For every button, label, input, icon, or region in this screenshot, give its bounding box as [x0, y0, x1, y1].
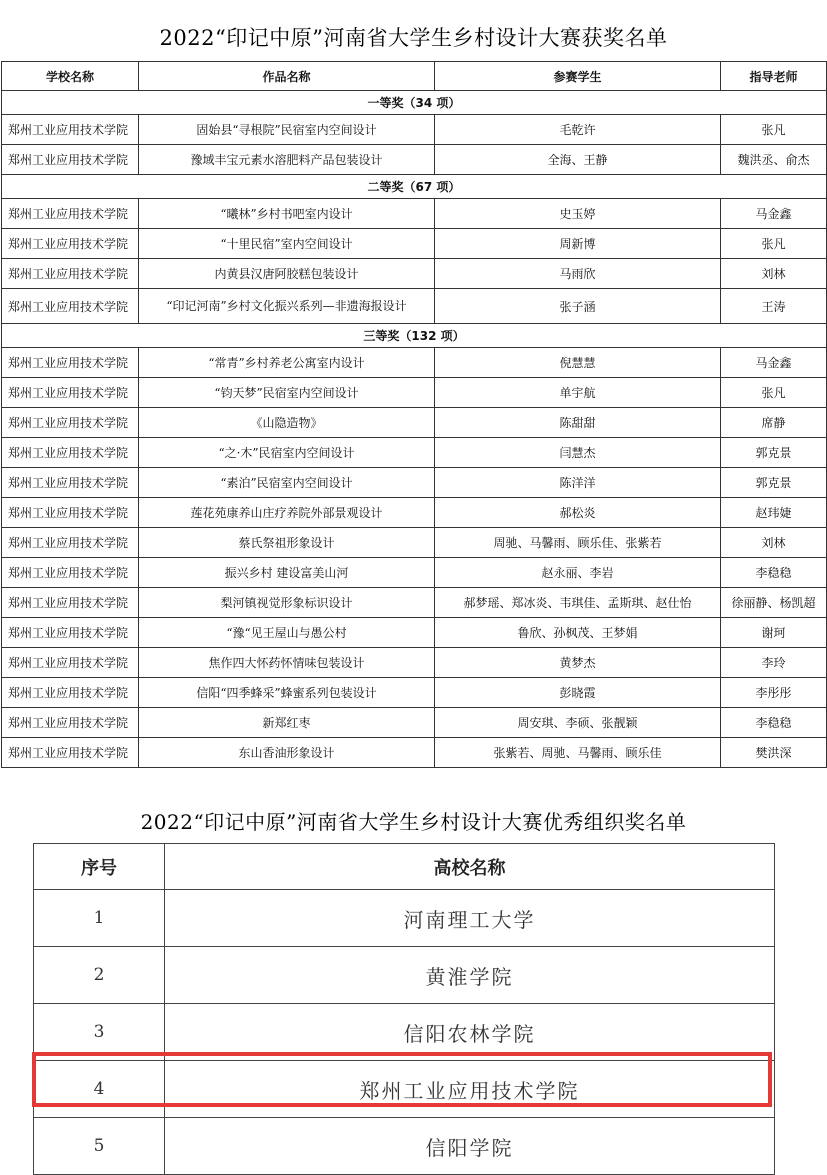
cell-school: 郑州工业应用技术学院 [2, 348, 139, 378]
header-seq: 序号 [34, 844, 165, 890]
cell-work: “素泊”民宿室内空间设计 [139, 468, 435, 498]
cell-university: 信阳学院 [165, 1118, 775, 1175]
cell-students: 单宇航 [435, 378, 721, 408]
award-table [1, 61, 827, 768]
cell-work: “常青”乡村养老公寓室内设计 [139, 348, 435, 378]
cell-seq: 5 [34, 1118, 165, 1175]
cell-teacher: 刘林 [721, 259, 827, 289]
cell-students: 闫慧杰 [435, 438, 721, 468]
cell-teacher: 李彤彤 [721, 678, 827, 708]
table-row [2, 498, 827, 528]
cell-teacher: 张凡 [721, 115, 827, 145]
cell-work: 东山香油形象设计 [139, 738, 435, 768]
table-row [2, 648, 827, 678]
cell-students: 史玉婷 [435, 199, 721, 229]
cell-work: 振兴乡村 建设富美山河 [139, 558, 435, 588]
cell-work: “钧天梦”民宿室内空间设计 [139, 378, 435, 408]
cell-teacher: 赵玮婕 [721, 498, 827, 528]
cell-students: 张紫若、周驰、马馨雨、顾乐佳 [435, 738, 721, 768]
cell-teacher: 谢珂 [721, 618, 827, 648]
table-row [34, 1004, 775, 1061]
header-school: 学校名称 [2, 62, 139, 91]
cell-work: “豫“见王屋山与愚公村 [139, 618, 435, 648]
cell-teacher: 樊洪深 [721, 738, 827, 768]
cell-school: 郑州工业应用技术学院 [2, 229, 139, 259]
cell-work: “印记河南”乡村文化振兴系列—非遗海报设计 [139, 289, 435, 324]
cell-school: 郑州工业应用技术学院 [2, 528, 139, 558]
cell-students: 马雨欣 [435, 259, 721, 289]
cell-teacher: 魏洪丞、俞杰 [721, 145, 827, 175]
table-row [2, 438, 827, 468]
table-row [2, 738, 827, 768]
cell-teacher: 李稳稳 [721, 558, 827, 588]
cell-seq: 3 [34, 1004, 165, 1061]
cell-school: 郑州工业应用技术学院 [2, 438, 139, 468]
cell-teacher: 张凡 [721, 229, 827, 259]
cell-work: 固始县“寻根院”民宿室内空间设计 [139, 115, 435, 145]
table-row [2, 199, 827, 229]
table-row [34, 947, 775, 1004]
cell-school: 郑州工业应用技术学院 [2, 678, 139, 708]
cell-teacher: 郭克景 [721, 438, 827, 468]
cell-work: 焦作四大怀药怀情味包装设计 [139, 648, 435, 678]
cell-students: 毛乾许 [435, 115, 721, 145]
cell-school: 郑州工业应用技术学院 [2, 378, 139, 408]
organization-award-title: 2022“印记中原”河南省大学生乡村设计大赛优秀组织奖名单 [140, 810, 687, 834]
cell-students: 鲁欣、孙枫茂、王梦娟 [435, 618, 721, 648]
cell-seq: 4 [34, 1061, 165, 1118]
cell-school: 郑州工业应用技术学院 [2, 199, 139, 229]
cell-school: 郑州工业应用技术学院 [2, 145, 139, 175]
cell-school: 郑州工业应用技术学院 [2, 468, 139, 498]
table-row [2, 378, 827, 408]
cell-school: 郑州工业应用技术学院 [2, 115, 139, 145]
cell-university: 郑州工业应用技术学院 [165, 1061, 775, 1118]
table-row [2, 708, 827, 738]
header-teacher: 指导老师 [721, 62, 827, 91]
table-row [2, 145, 827, 175]
award-grade-row [2, 91, 827, 115]
award-grade-label: 二等奖（67 项） [2, 175, 827, 199]
cell-work: 蔡氏祭祖形象设计 [139, 528, 435, 558]
cell-students: 彭晓霞 [435, 678, 721, 708]
cell-school: 郑州工业应用技术学院 [2, 408, 139, 438]
award-table-body [2, 91, 827, 768]
award-table-header-row [2, 62, 827, 91]
cell-students: 陈洋洋 [435, 468, 721, 498]
award-grade-row [2, 175, 827, 199]
cell-school: 郑州工业应用技术学院 [2, 738, 139, 768]
cell-seq: 2 [34, 947, 165, 1004]
cell-teacher: 马金鑫 [721, 348, 827, 378]
cell-teacher: 马金鑫 [721, 199, 827, 229]
cell-students: 张子涵 [435, 289, 721, 324]
cell-school: 郑州工业应用技术学院 [2, 618, 139, 648]
cell-students: 周新博 [435, 229, 721, 259]
cell-school: 郑州工业应用技术学院 [2, 558, 139, 588]
cell-students: 郝松炎 [435, 498, 721, 528]
cell-students: 倪慧慧 [435, 348, 721, 378]
cell-teacher: 徐丽静、杨凯超 [721, 588, 827, 618]
table-row [34, 1118, 775, 1175]
cell-school: 郑州工业应用技术学院 [2, 498, 139, 528]
cell-work: 豫域丰宝元素水溶肥料产品包装设计 [139, 145, 435, 175]
cell-work: 内黄县汉唐阿胶糕包装设计 [139, 259, 435, 289]
cell-students: 郝梦瑶、郑冰炎、韦琪佳、孟斯琪、赵仕怡 [435, 588, 721, 618]
cell-teacher: 王涛 [721, 289, 827, 324]
award-grade-label: 三等奖（132 项） [2, 324, 827, 348]
table-row [2, 259, 827, 289]
cell-school: 郑州工业应用技术学院 [2, 259, 139, 289]
cell-students: 周安琪、李硕、张靓颖 [435, 708, 721, 738]
org-table-body [34, 890, 775, 1175]
cell-teacher: 郭克景 [721, 468, 827, 498]
cell-teacher: 张凡 [721, 378, 827, 408]
table-row [2, 528, 827, 558]
org-table-header-row [34, 844, 775, 890]
cell-university: 河南理工大学 [165, 890, 775, 947]
table-row [2, 678, 827, 708]
cell-students: 全海、王静 [435, 145, 721, 175]
table-row [2, 468, 827, 498]
cell-work: “十里民宿”室内空间设计 [139, 229, 435, 259]
cell-students: 赵永丽、李岩 [435, 558, 721, 588]
cell-work: “之·木”民宿室内空间设计 [139, 438, 435, 468]
cell-university: 黄淮学院 [165, 947, 775, 1004]
cell-work: 《山隐造物》 [139, 408, 435, 438]
cell-university: 信阳农林学院 [165, 1004, 775, 1061]
cell-teacher: 刘林 [721, 528, 827, 558]
cell-students: 黄梦杰 [435, 648, 721, 678]
header-university: 高校名称 [165, 844, 775, 890]
cell-school: 郑州工业应用技术学院 [2, 588, 139, 618]
cell-work: “曦林”乡村书吧室内设计 [139, 199, 435, 229]
table-row [2, 115, 827, 145]
table-row [2, 348, 827, 378]
cell-teacher: 席静 [721, 408, 827, 438]
table-row [2, 558, 827, 588]
table-row [34, 1061, 775, 1118]
table-row [2, 408, 827, 438]
table-row [2, 229, 827, 259]
header-work: 作品名称 [139, 62, 435, 91]
cell-work: 莲花苑康养山庄疗养院外部景观设计 [139, 498, 435, 528]
organization-award-table [33, 843, 775, 1175]
cell-school: 郑州工业应用技术学院 [2, 289, 139, 324]
cell-teacher: 李稳稳 [721, 708, 827, 738]
cell-seq: 1 [34, 890, 165, 947]
award-grade-label: 一等奖（34 项） [2, 91, 827, 115]
award-grade-row [2, 324, 827, 348]
cell-work: 新郑红枣 [139, 708, 435, 738]
cell-students: 陈甜甜 [435, 408, 721, 438]
table-row [2, 618, 827, 648]
cell-students: 周驰、马馨雨、顾乐佳、张紫若 [435, 528, 721, 558]
cell-school: 郑州工业应用技术学院 [2, 648, 139, 678]
cell-work: 信阳“四季蜂采”蜂蜜系列包装设计 [139, 678, 435, 708]
cell-teacher: 李玲 [721, 648, 827, 678]
header-students: 参赛学生 [435, 62, 721, 91]
table-row [2, 289, 827, 324]
table-row [34, 890, 775, 947]
award-list-title: 2022“印记中原”河南省大学生乡村设计大赛获奖名单 [159, 26, 668, 50]
table-row [2, 588, 827, 618]
cell-work: 梨河镇视觉形象标识设计 [139, 588, 435, 618]
cell-school: 郑州工业应用技术学院 [2, 708, 139, 738]
